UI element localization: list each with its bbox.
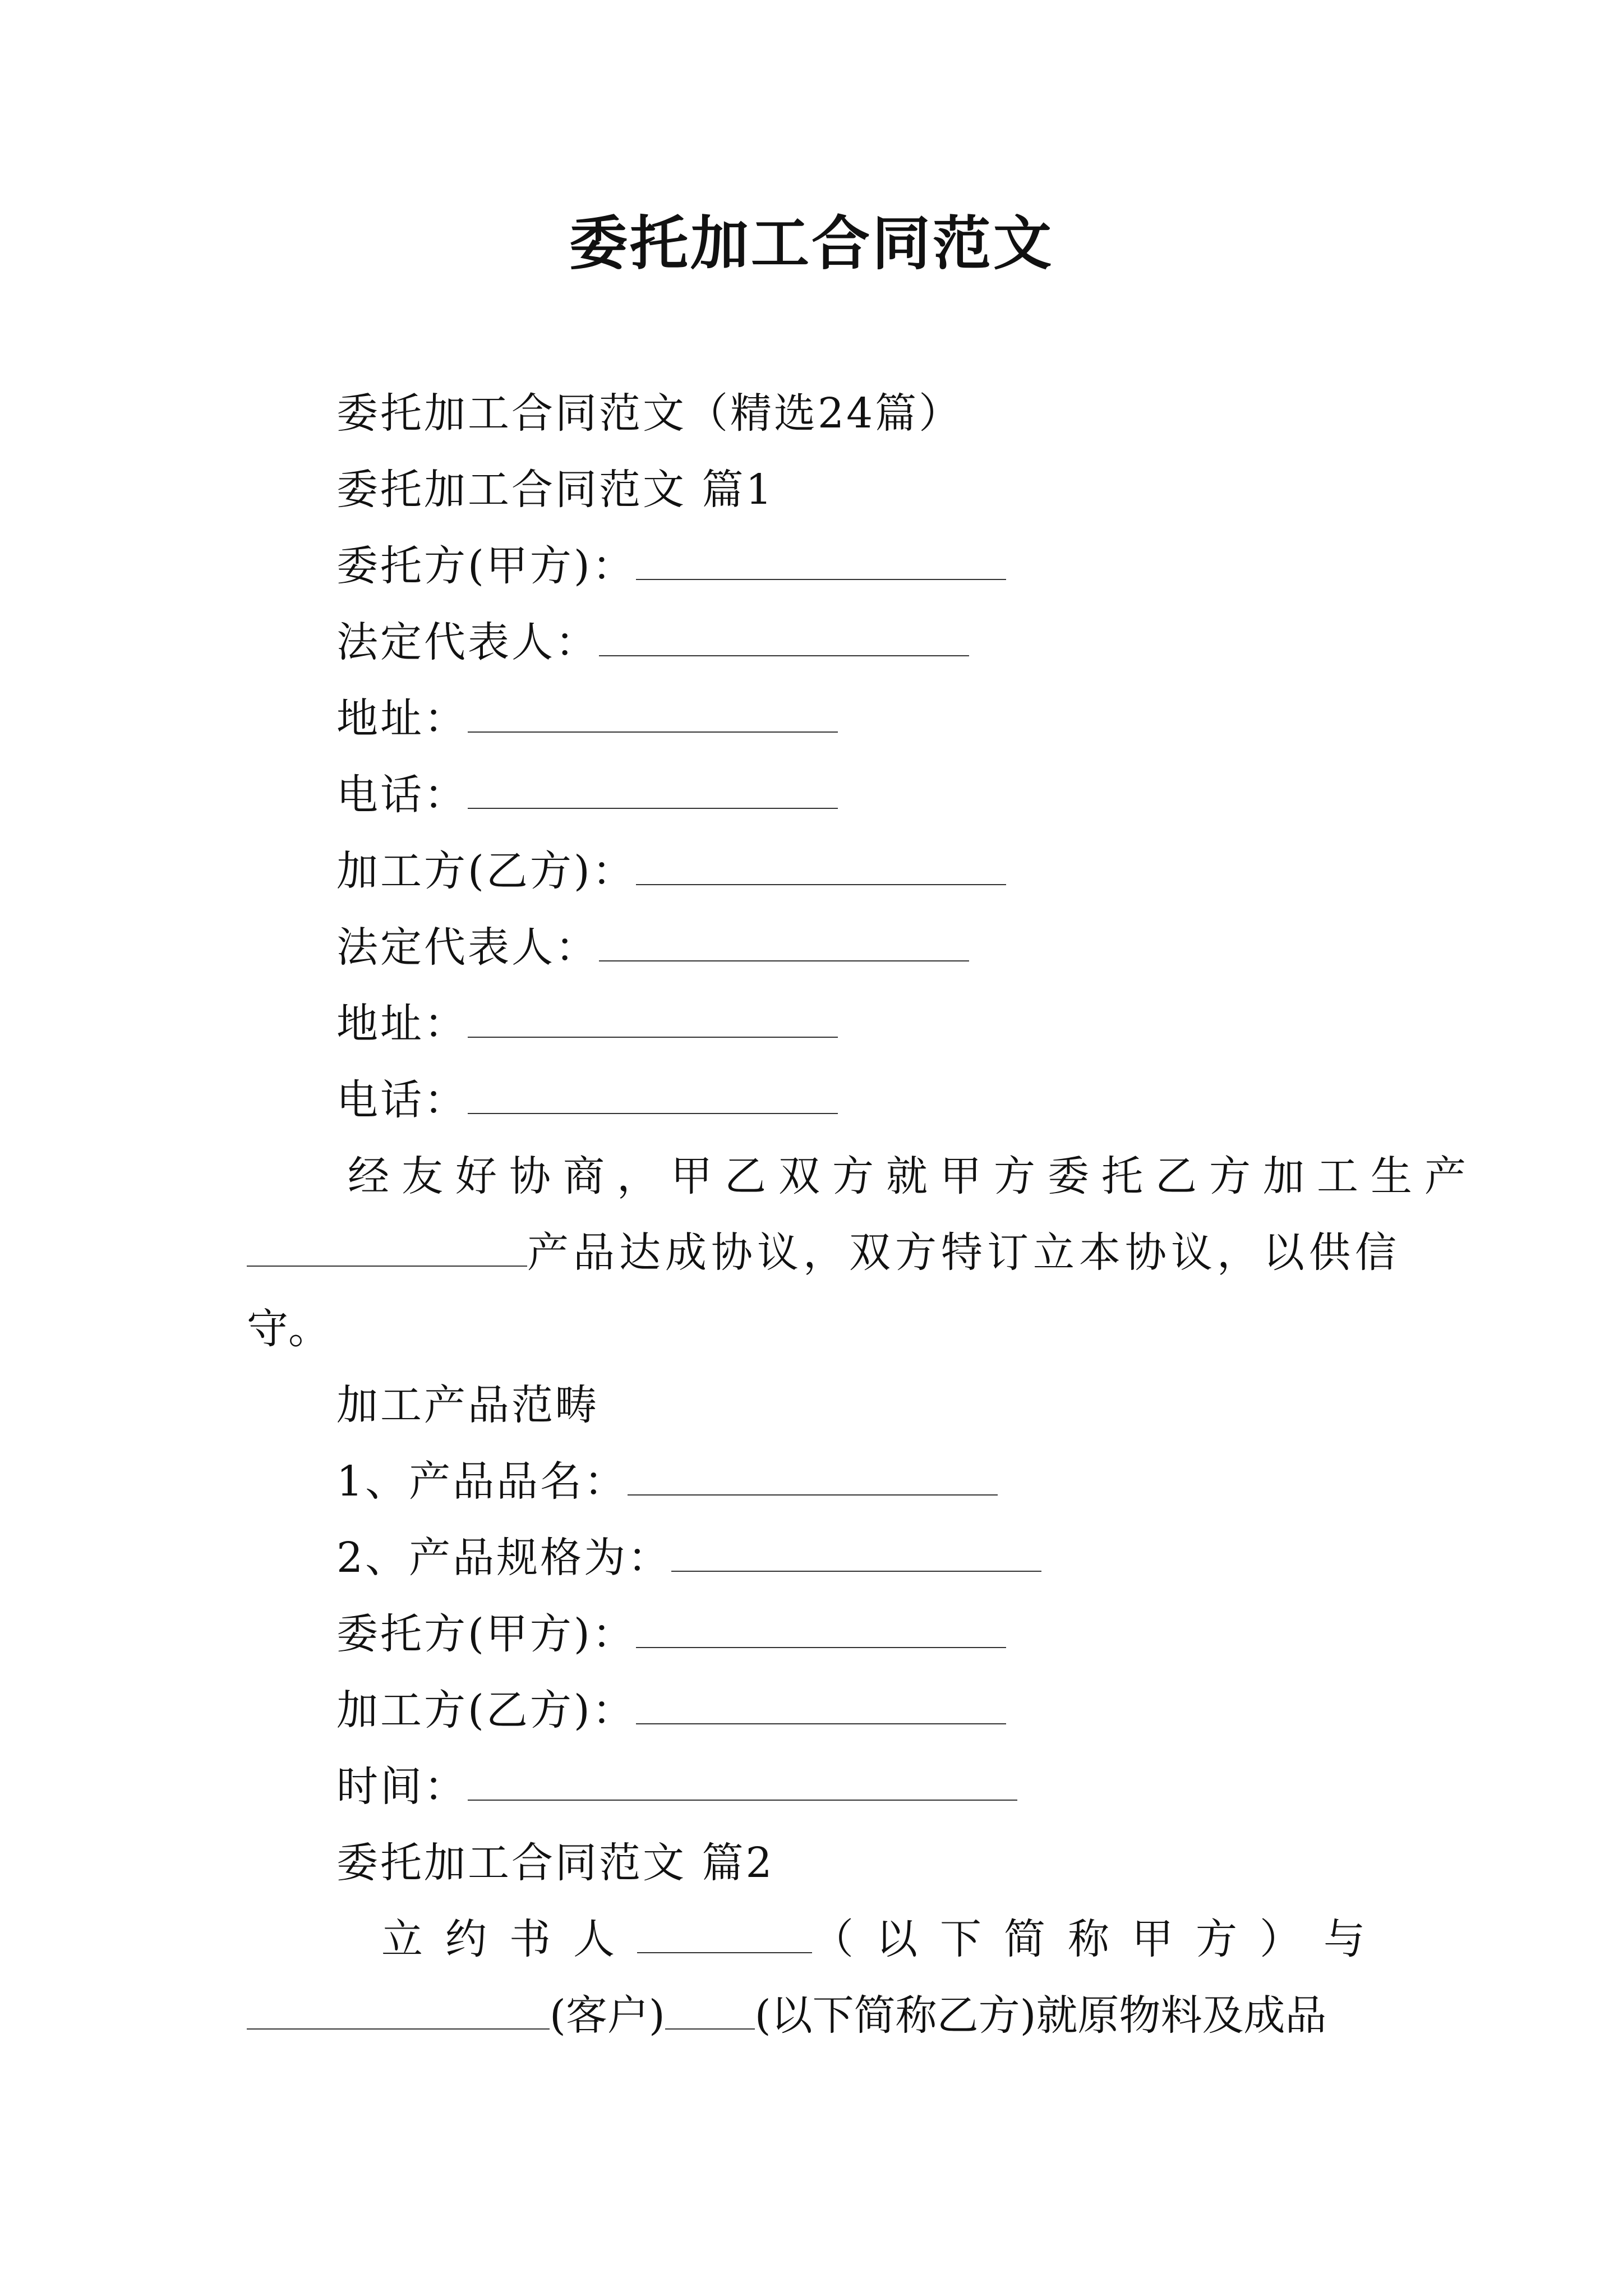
addr-label-1: 地址： — [336, 694, 468, 743]
document-title: 委托加工合同范文 — [569, 209, 1054, 278]
party-a-label: 委托方(甲方)： — [336, 542, 636, 590]
party-b-label: 加工方(乙方)： — [336, 847, 636, 895]
party-a-line — [336, 542, 1006, 590]
paragraph-2-text-2a: (客户) — [550, 1991, 665, 2040]
paragraph-1-text-1: 经友好协商，甲乙双方就甲方委托乙方加工生产 — [348, 1152, 1478, 1200]
addr-line-2 — [336, 1000, 838, 1048]
party-b-line — [336, 847, 1006, 895]
section-heading-2: 委托加工合同范文 篇2 — [336, 1839, 774, 1887]
tel-blank-2 — [468, 1079, 838, 1114]
client-blank-2 — [665, 1995, 755, 2030]
item-1-line — [336, 1457, 998, 1506]
paragraph-2-text-1b: （以下简称甲方）与 — [812, 1915, 1387, 1963]
addr-blank-1 — [468, 698, 838, 733]
addr-blank-2 — [468, 1003, 838, 1038]
party-a-label-2: 委托方(甲方)： — [336, 1610, 636, 1658]
tel-line-1 — [336, 771, 838, 819]
product-blank — [247, 1232, 527, 1267]
tel-line-2 — [336, 1076, 838, 1124]
section-heading-1: 委托加工合同范文 篇1 — [336, 466, 774, 514]
party-b-label-2: 加工方(乙方)： — [336, 1686, 636, 1734]
tel-label-1: 电话： — [336, 771, 468, 819]
signer-blank — [637, 1918, 812, 1953]
paragraph-2-text-2b: (以下简称乙方)就原物料及成品 — [754, 1991, 1327, 2040]
party-b-blank — [636, 850, 1006, 885]
paragraph-2-text-1a: 立约书人 — [381, 1915, 637, 1963]
paragraph-1-line-1 — [348, 1152, 1478, 1200]
tel-label-2: 电话： — [336, 1076, 468, 1124]
item-2-label: 2、产品规格为： — [336, 1534, 672, 1582]
item-2-line — [336, 1534, 1041, 1582]
rep-line-2 — [336, 923, 969, 972]
paragraph-1-text-2: 产品达成协议，双方特订立本协议，以供信 — [527, 1228, 1401, 1277]
party-a-blank-2 — [636, 1613, 1006, 1648]
paragraph-2-line-2 — [247, 1991, 1387, 2040]
time-blank — [468, 1766, 1017, 1801]
party-a-line-2 — [336, 1610, 1006, 1658]
rep-line-1 — [336, 618, 969, 666]
item-1-label: 1、产品品名： — [336, 1457, 628, 1506]
client-blank-1 — [247, 1995, 550, 2030]
addr-line-1 — [336, 694, 838, 743]
subtitle: 委托加工合同范文（精选24篇） — [336, 389, 963, 438]
time-label: 时间： — [336, 1763, 468, 1811]
party-a-blank — [636, 545, 1006, 580]
paragraph-1-line-2 — [247, 1228, 1401, 1277]
party-b-blank-2 — [636, 1690, 1006, 1724]
rep-label-1: 法定代表人： — [336, 618, 599, 666]
rep-label-2: 法定代表人： — [336, 923, 599, 972]
tel-blank-1 — [468, 774, 838, 809]
rep-blank-2 — [599, 927, 969, 961]
rep-blank-1 — [599, 622, 969, 656]
addr-label-2: 地址： — [336, 1000, 468, 1048]
scope-heading: 加工产品范畴 — [336, 1381, 599, 1429]
item-1-blank — [628, 1461, 998, 1496]
time-line — [336, 1763, 1017, 1811]
paragraph-1-line-3: 守。 — [247, 1305, 330, 1353]
party-b-line-2 — [336, 1686, 1006, 1734]
item-2-blank — [671, 1537, 1041, 1572]
paragraph-2-line-1 — [381, 1915, 1387, 1963]
